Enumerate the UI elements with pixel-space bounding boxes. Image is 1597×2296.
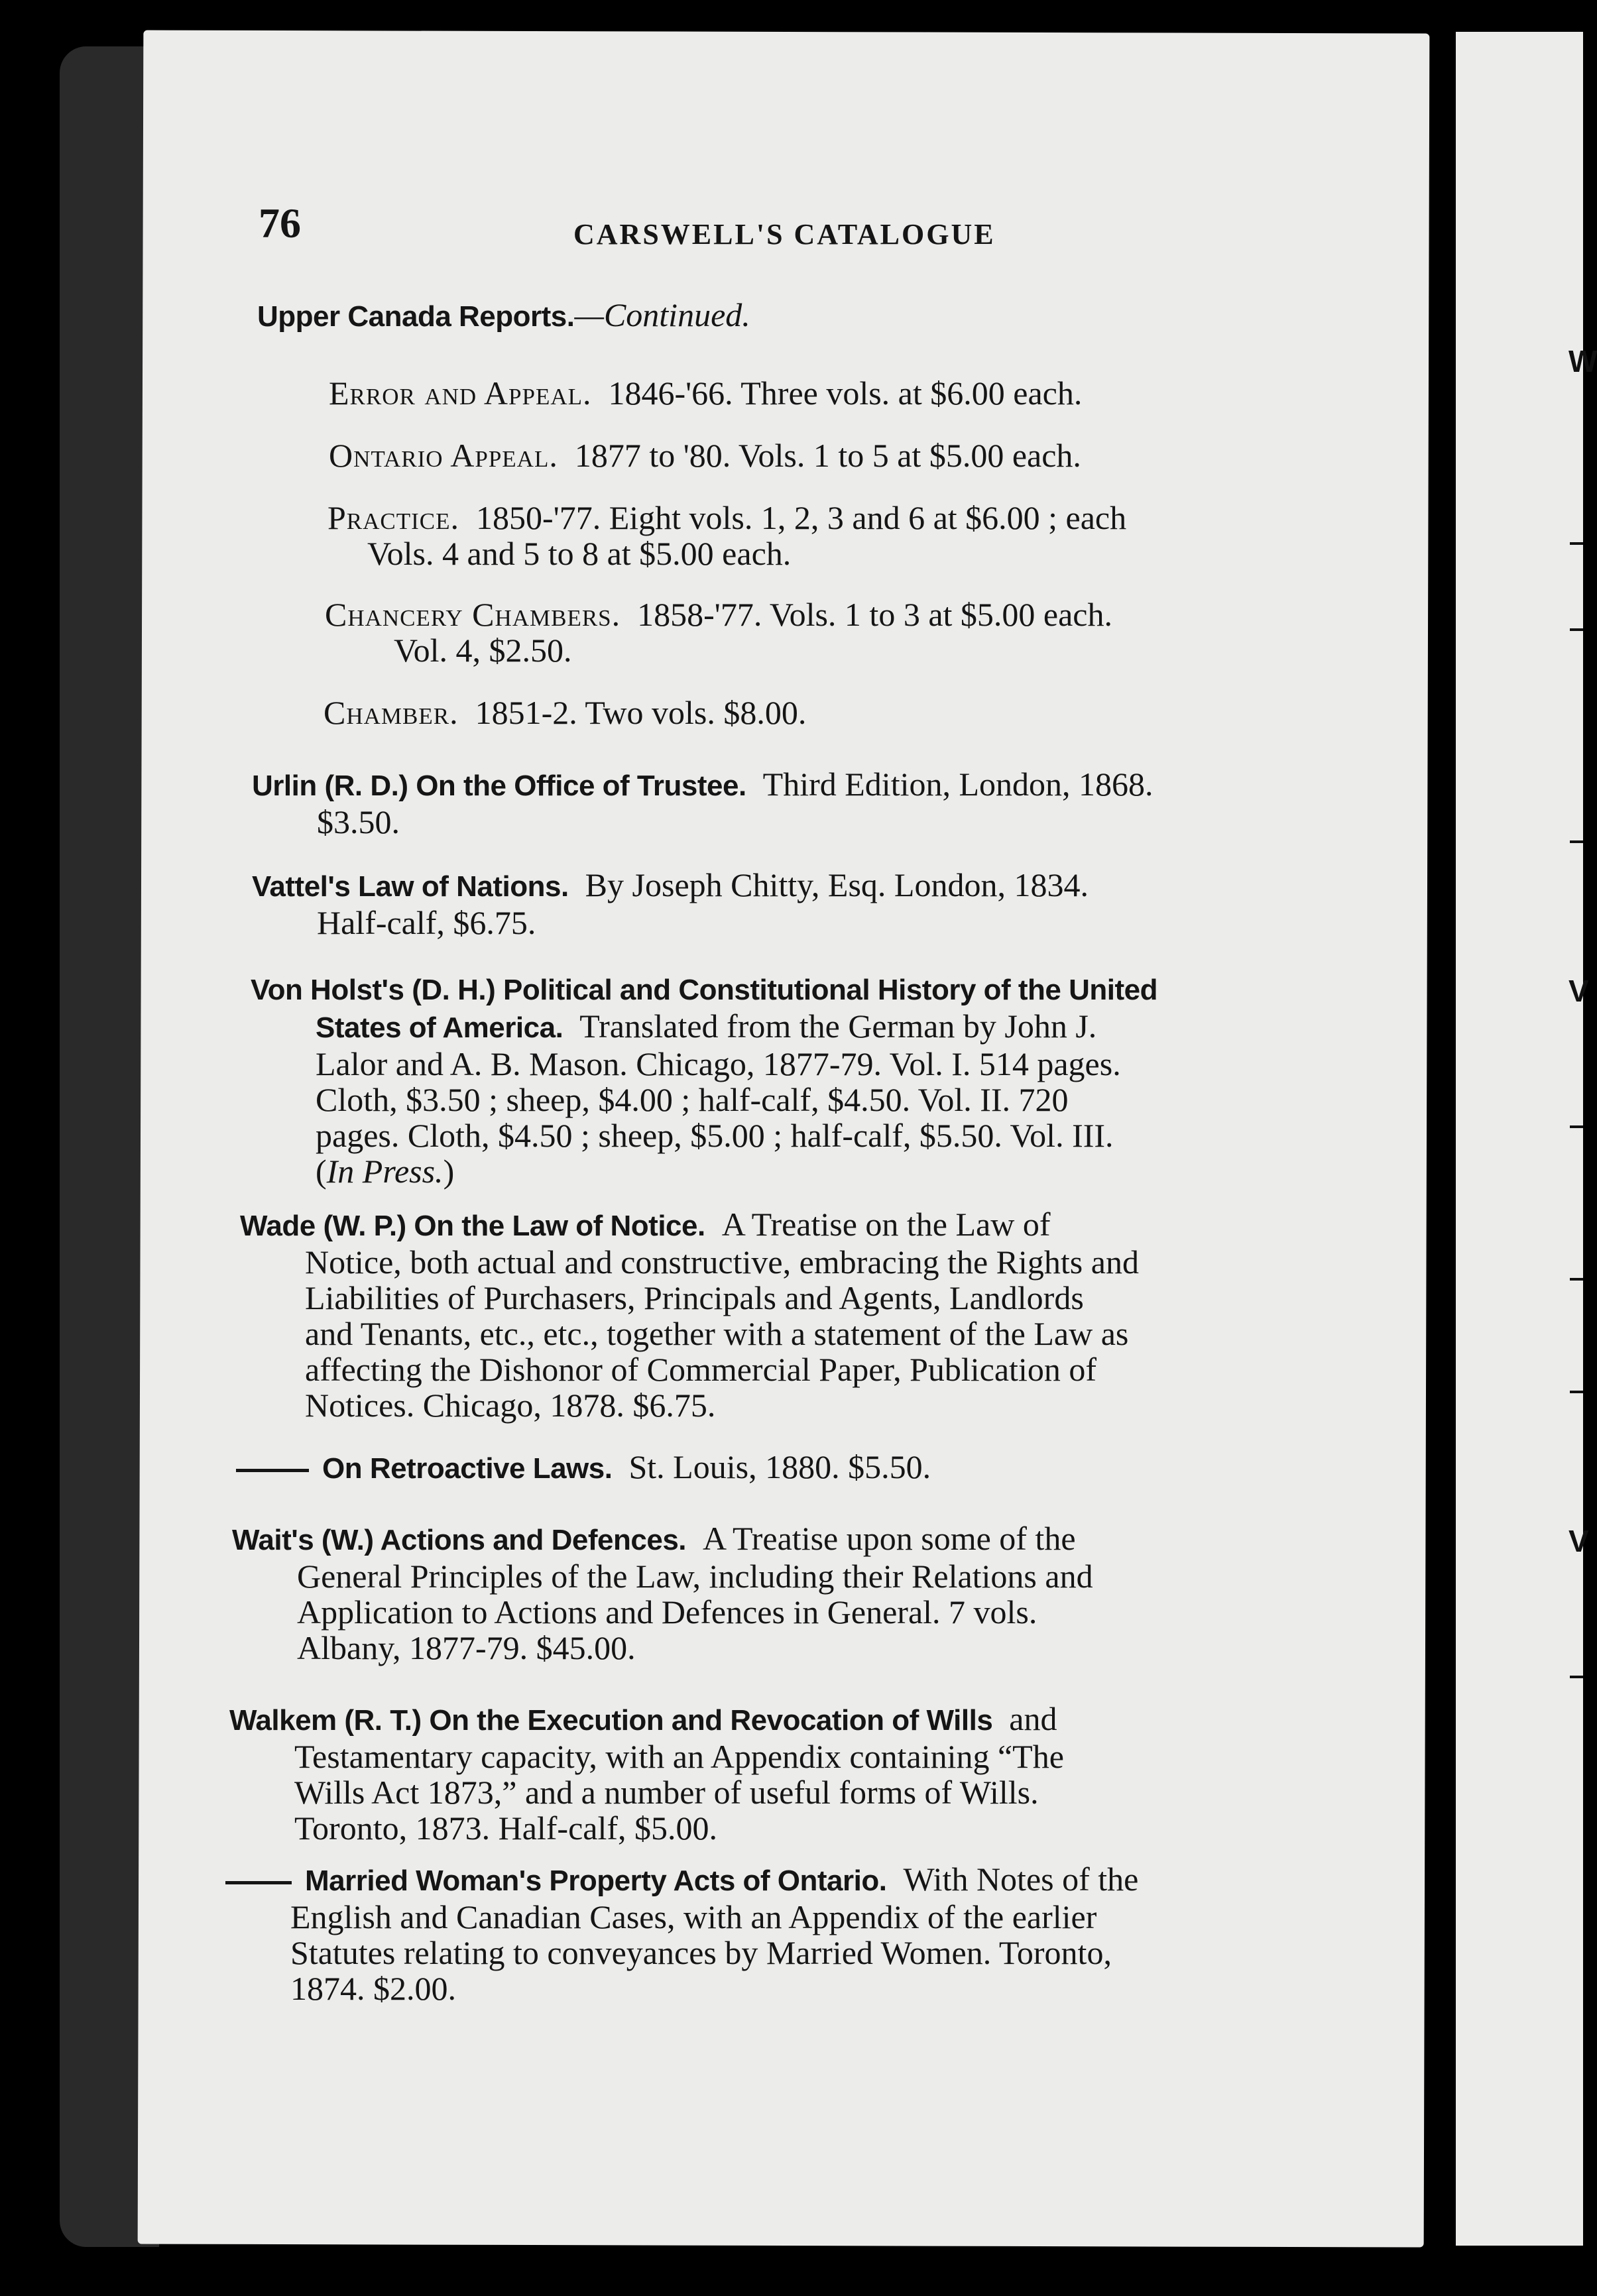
ditto-dash (236, 1469, 309, 1472)
entry-urlin: Urlin (R. D.) On the Office of Trustee. Third Edition, London, 1868. $3.50. (252, 766, 1153, 840)
entry-chamber: Chamber. 1851-2. Two vols. $8.00. (324, 694, 807, 731)
entry-von-holst: Von Holst's (D. H.) Political and Constitutional History of the United States of America. Translated from the German by John J. Lalor and A. B. Mason. Chicago, 1877-79. Vol. I. 514 pages. Cloth, $3.50 ; sheep, $4.00 ; half-calf, $4.50. Vol. II. 720 pages. Cloth, $4.50 ; sheep, $5.00 ; half-calf, $5.50. Vol. III. (In Press.) (251, 974, 1157, 1190)
entry-married-woman: Married Woman's Property Acts of Ontario. With Notes of the English and Canadian Cases, with an Appendix of the earlier Statutes relating to conveyances by Married Women. Toronto, 1874. $2.00. (225, 1861, 1138, 2006)
entry-chancery-chambers: Chancery Chambers. 1858-'77. Vols. 1 to 3 at $5.00 each. Vol. 4, $2.50. (325, 596, 1112, 669)
entry-upper-canada: Upper Canada Reports.—Continued. (257, 296, 750, 333)
page-header (259, 199, 1319, 252)
facing-page-edge: W V V (1456, 32, 1583, 2246)
entry-walkem: Walkem (R. T.) On the Execution and Revocation of Wills and Testamentary capacity, with an Appendix containing “The Wills Act 1873,” and a number of useful forms of Wills. Toronto, 1873. Half-calf, $5.00. (229, 1700, 1064, 1847)
entry-practice: Practice. 1850-'77. Eight vols. 1, 2, 3 and 6 at $6.00 ; each Vols. 4 and 5 to 8 at $5.00 each. (327, 499, 1127, 572)
running-title: CARSWELL'S CATALOGUE (573, 218, 996, 251)
entry-wade: Wade (W. P.) On the Law of Notice. A Treatise on the Law of Notice, both actual and constructive, embracing the Rights and Liabilities of Purchasers, Principals and Agents, Landlords and Tenants, etc., etc., together with a statement of the Law as affecting the Dishonor of Commercial Paper, Publication of Notices. Chicago, 1878. $6.75. (240, 1206, 1139, 1424)
page-number: 76 (259, 200, 301, 247)
entry-error-appeal: Error and Appeal. 1846-'66. Three vols. at $6.00 each. (329, 374, 1083, 412)
entry-retroactive-laws: On Retroactive Laws. St. Louis, 1880. $5.50. (236, 1449, 931, 1487)
ditto-dash (225, 1881, 292, 1884)
entry-vattel: Vattel's Law of Nations. By Joseph Chitty, Esq. London, 1834. Half-calf, $6.75. (252, 866, 1089, 941)
entry-wait: Wait's (W.) Actions and Defences. A Treatise upon some of the General Principles of the Law, including their Relations and Application to Actions and Defences in General. 7 vols. Albany, 1877-79. $45.00. (232, 1520, 1093, 1666)
entry-ontario-appeal: Ontario Appeal. 1877 to '80. Vols. 1 to 5 at $5.00 each. (329, 437, 1081, 474)
